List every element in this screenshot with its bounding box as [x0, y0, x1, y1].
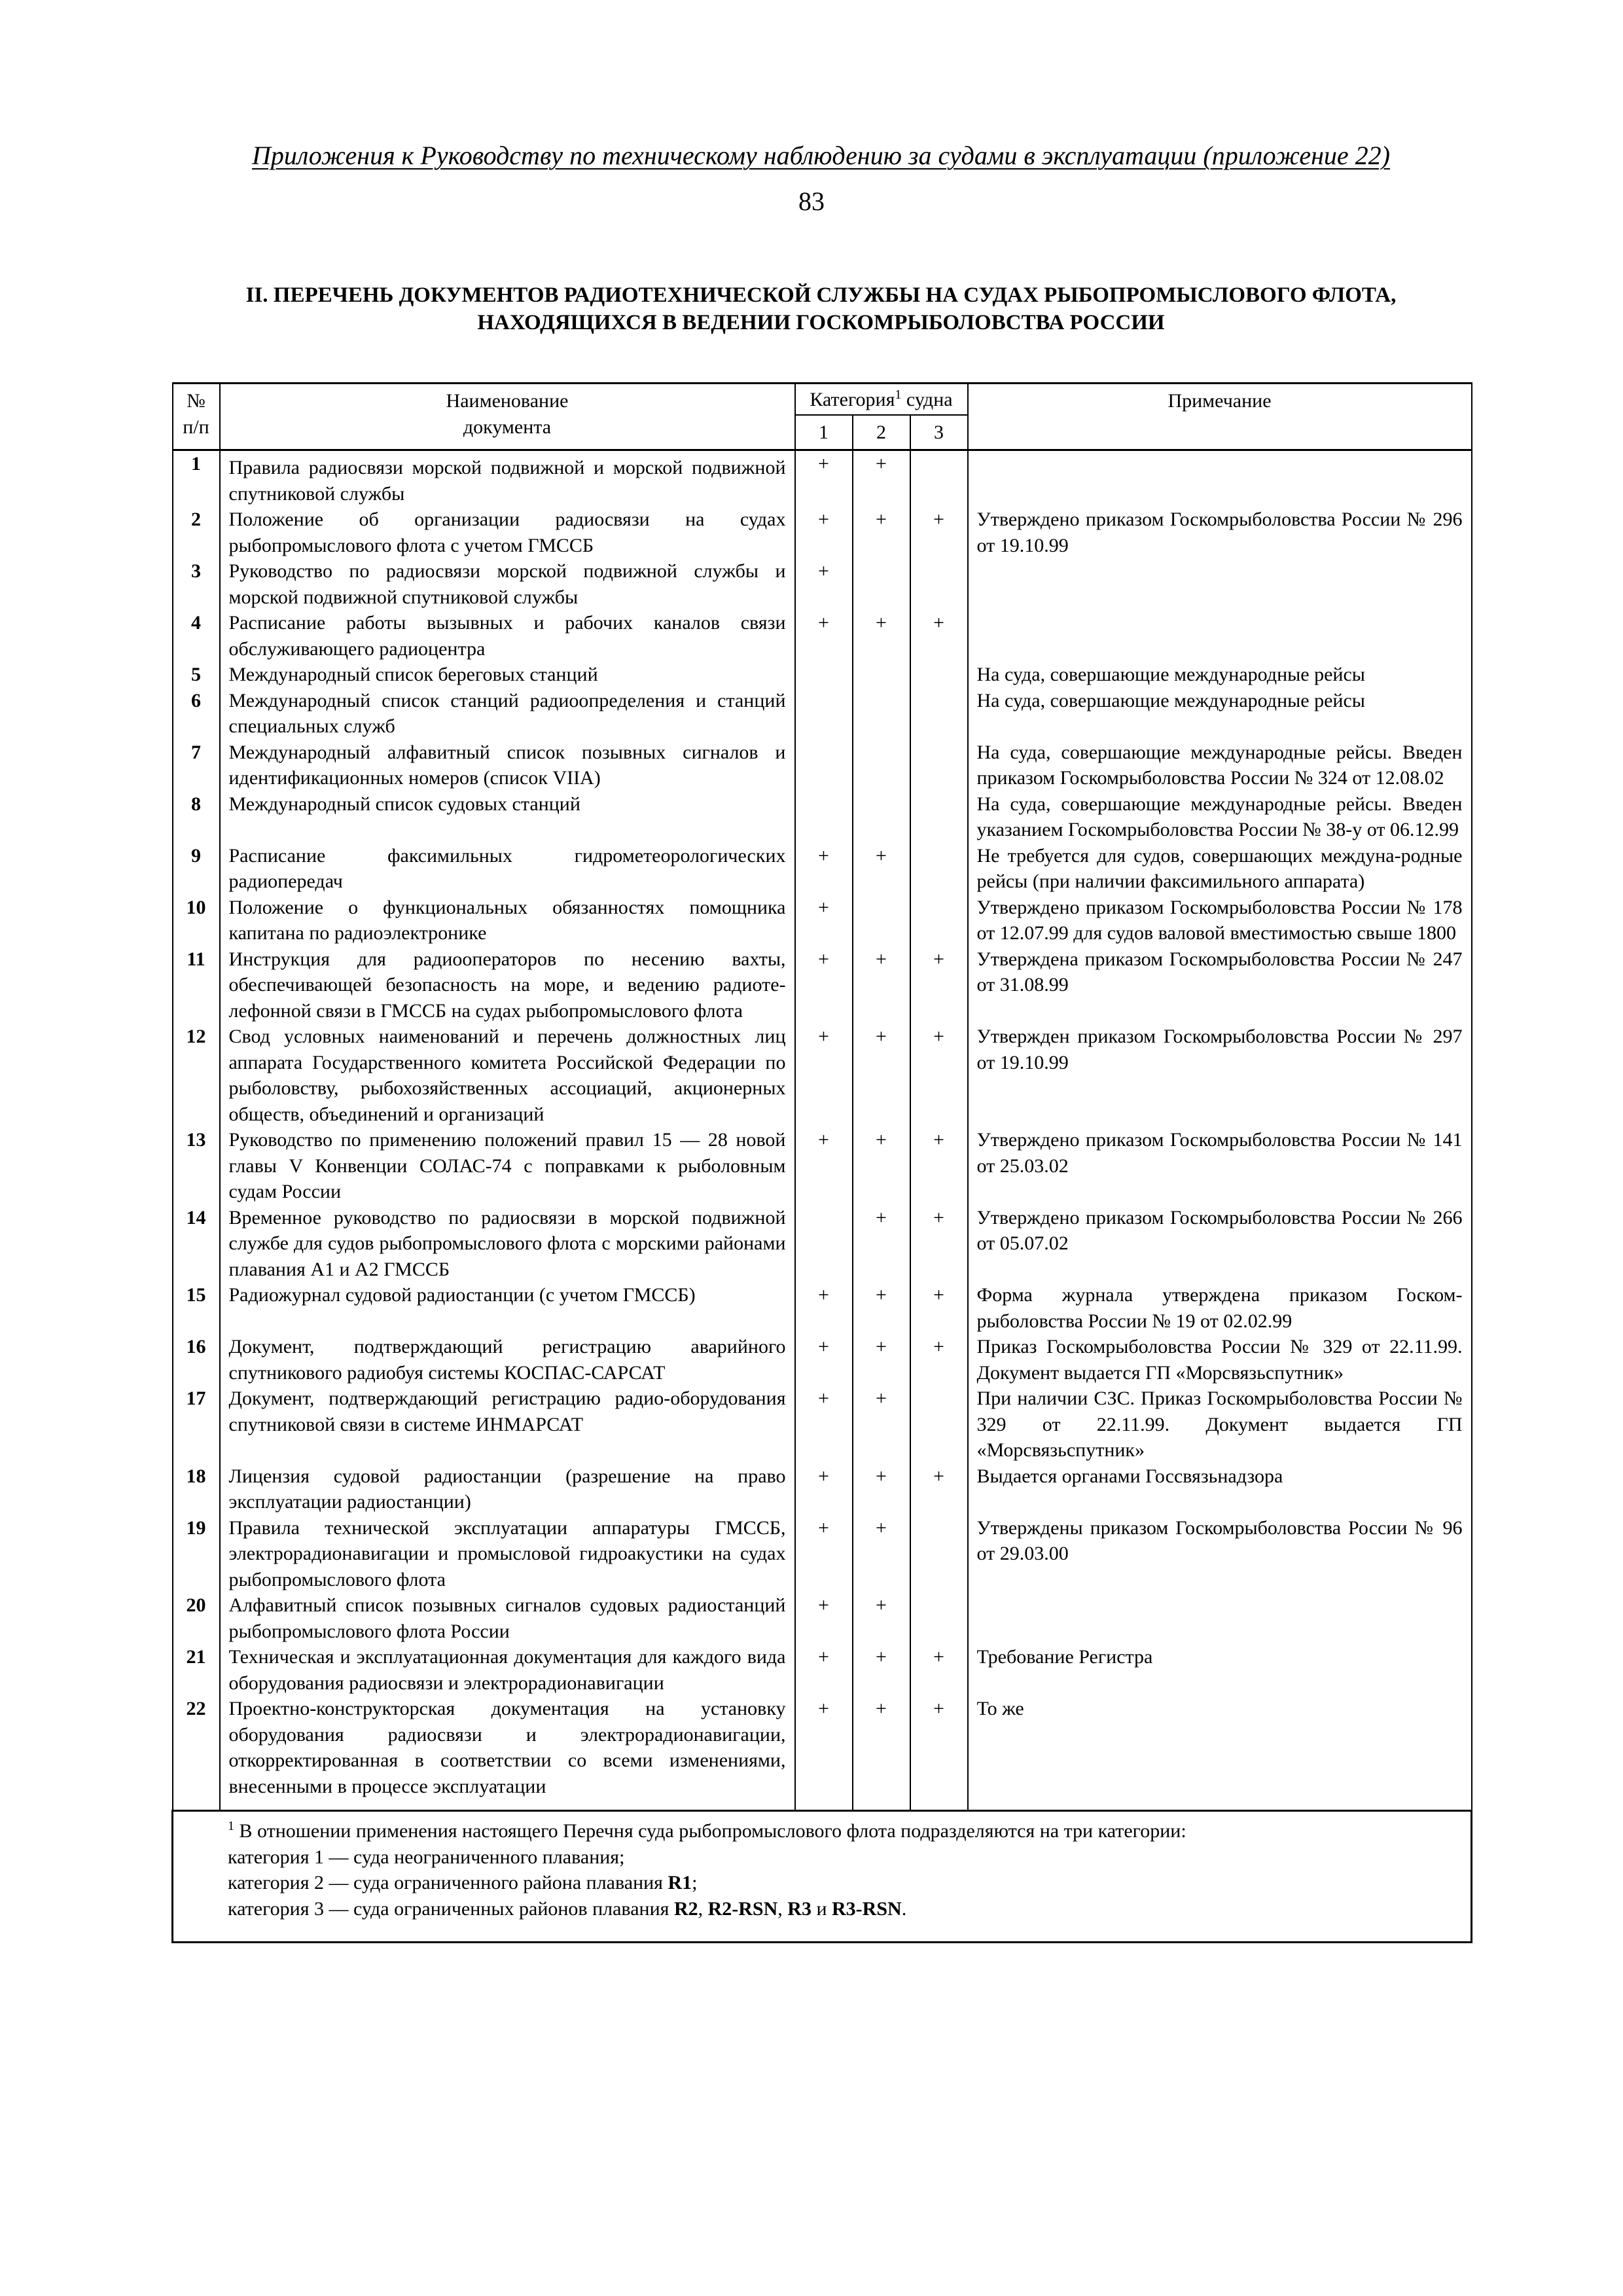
row-category-2-mark: + [853, 450, 910, 507]
row-number: 17 [173, 1386, 220, 1463]
table-row [173, 558, 1472, 610]
row-number: 21 [173, 1644, 220, 1696]
row-note: Утверждено приказом Госкомрыболовства России № 178 от 12.07.99 для судов валовой вместимостью свыше 1800 [968, 895, 1472, 946]
row-category-3-mark: + [910, 507, 968, 558]
table-row [173, 1386, 1472, 1463]
table-row [173, 1205, 1472, 1283]
row-category-1-mark: + [795, 450, 853, 507]
footnote-row [173, 1811, 1472, 1943]
row-category-2-mark: + [853, 1696, 910, 1811]
row-category-2-mark: + [853, 1386, 910, 1463]
row-category-2-mark [853, 688, 910, 740]
row-note: Выдается органами Госсвязьнадзора [968, 1463, 1472, 1515]
footnote-line-3: категория 3 — суда ограниченных районов плавания R2, R2-RSN, R3 и R3-RSN. [228, 1897, 907, 1920]
row-category-1-mark: + [795, 1282, 853, 1334]
table-row [173, 1696, 1472, 1811]
row-number: 10 [173, 895, 220, 946]
row-category-1-mark: + [795, 507, 853, 558]
row-category-2-mark: + [853, 610, 910, 662]
row-category-2-mark: + [853, 1515, 910, 1593]
row-category-1-mark: + [795, 1463, 853, 1515]
row-number: 15 [173, 1282, 220, 1334]
row-note: Утвержден приказом Госкомрыболовства России № 297 от 19.10.99 [968, 1024, 1472, 1127]
row-category-1-mark: + [795, 1644, 853, 1696]
row-note [968, 558, 1472, 610]
page-number: 83 [798, 187, 825, 216]
row-note: Форма журнала утверждена приказом Госком-рыболовства России № 19 от 02.02.99 [968, 1282, 1472, 1334]
table-row [173, 843, 1472, 895]
row-number: 8 [173, 791, 220, 843]
table-row [173, 662, 1472, 688]
documents-table [171, 382, 1472, 1943]
row-category-3-mark [910, 662, 968, 688]
table-row [173, 1127, 1472, 1205]
table-row [173, 1463, 1472, 1515]
table-row [173, 1024, 1472, 1127]
table-row [173, 1282, 1472, 1334]
row-number: 5 [173, 662, 220, 688]
row-category-1-mark [795, 662, 853, 688]
row-note: Утверждено приказом Госкомрыболовства России № 141 от 25.03.02 [968, 1127, 1472, 1205]
row-category-3-mark [910, 450, 968, 507]
row-document-name: Международный список станций радиоопределения и станций специальных служб [220, 688, 795, 740]
table-body [173, 450, 1472, 1811]
row-category-1-mark: + [795, 843, 853, 895]
row-category-1-mark: + [795, 1515, 853, 1593]
row-document-name: Лицензия судовой радиостанции (разрешение на право эксплуатации радиостанции) [220, 1463, 795, 1515]
row-category-2-mark: + [853, 1282, 910, 1334]
section-title-line-1: II. ПЕРЕЧЕНЬ ДОКУМЕНТОВ РАДИОТЕХНИЧЕСКОЙ СЛУЖБЫ НА СУДАХ РЫБОПРОМЫСЛОВОГО ФЛОТА, [245, 283, 1397, 307]
row-number: 19 [173, 1515, 220, 1593]
row-category-2-mark: + [853, 1127, 910, 1205]
row-document-name: Руководство по применению положений правил 15 — 28 новой главы V Конвенции СОЛАС-74 с поправками к рыболовным судам России [220, 1127, 795, 1205]
row-category-2-mark: + [853, 1205, 910, 1283]
footnote [173, 1811, 1472, 1943]
row-category-2-mark: + [853, 1644, 910, 1696]
table-row [173, 740, 1472, 791]
row-category-3-mark: + [910, 1644, 968, 1696]
row-category-3-mark: + [910, 1463, 968, 1515]
footnote-lead: $^1$ В отношении применения настоящего Перечня суда рыбопромыслового флота подразделяются на три категории: [228, 1819, 1186, 1842]
row-number: 4 [173, 610, 220, 662]
table-row [173, 450, 1472, 507]
row-number: 20 [173, 1592, 220, 1644]
table-row [173, 1515, 1472, 1593]
row-number: 2 [173, 507, 220, 558]
row-number: 7 [173, 740, 220, 791]
row-category-3-mark: + [910, 946, 968, 1024]
row-number: 14 [173, 1205, 220, 1283]
row-category-2-mark: + [853, 1024, 910, 1127]
table-row [173, 946, 1472, 1024]
table-row [173, 895, 1472, 946]
row-note: На суда, совершающие международные рейсы. Введен указанием Госкомрыболовства России № 38-у от 06.12.99 [968, 791, 1472, 843]
row-document-name: Инструкция для радиооператоров по несению вахты, обеспечивающей безопасность на море, и ведению радиоте-лефонной связи в ГМССБ на судах рыбопромыслового флота [220, 946, 795, 1024]
row-category-1-mark: + [795, 558, 853, 610]
row-category-1-mark: + [795, 1386, 853, 1463]
header-category-1: 1 [795, 415, 853, 450]
row-category-1-mark: + [795, 946, 853, 1024]
row-category-3-mark: + [910, 1205, 968, 1283]
row-document-name: Радиожурнал судовой радиостанции (с учетом ГМССБ) [220, 1282, 795, 1334]
row-number: 1 [173, 450, 220, 507]
row-category-3-mark [910, 1386, 968, 1463]
section-title-line-2: НАХОДЯЩИХСЯ В ВЕДЕНИИ ГОСКОМРЫБОЛОВСТВА РОССИИ [477, 311, 1165, 334]
row-note: Требование Регистра [968, 1644, 1472, 1696]
header-number: № п/п [173, 384, 220, 450]
row-category-3-mark [910, 558, 968, 610]
section-title [171, 281, 1471, 336]
row-note: Утверждены приказом Госкомрыболовства России № 96 от 29.03.00 [968, 1515, 1472, 1593]
row-note: Утверждена приказом Госкомрыболовства России № 247 от 31.08.99 [968, 946, 1472, 1024]
row-category-1-mark [795, 740, 853, 791]
row-number: 22 [173, 1696, 220, 1811]
row-category-1-mark: + [795, 895, 853, 946]
table-row [173, 688, 1472, 740]
row-category-3-mark [910, 895, 968, 946]
row-note: Утверждено приказом Госкомрыболовства России № 266 от 05.07.02 [968, 1205, 1472, 1283]
row-document-name: Международный алфавитный список позывных сигналов и идентификационных номеров (список VIIA) [220, 740, 795, 791]
row-document-name: Положение об организации радиосвязи на судах рыбопромыслового флота с учетом ГМССБ [220, 507, 795, 558]
table-row [173, 1592, 1472, 1644]
table-row [173, 610, 1472, 662]
row-number: 3 [173, 558, 220, 610]
row-category-3-mark: + [910, 1696, 968, 1811]
row-document-name: Правила радиосвязи морской подвижной и морской подвижной спутниковой службы [220, 450, 795, 507]
row-number: 18 [173, 1463, 220, 1515]
row-note: На суда, совершающие международные рейсы [968, 688, 1472, 740]
row-document-name: Документ, подтверждающий регистрацию аварийного спутникового радиобуя системы КОСПАС-САРСАТ [220, 1334, 795, 1386]
row-document-name: Расписание факсимильных гидрометеорологических радиопередач [220, 843, 795, 895]
header-document-name: Наименование документа [220, 384, 795, 450]
row-document-name: Документ, подтверждающий регистрацию радио-оборудования спутниковой связи в системе ИНМАРСАТ [220, 1386, 795, 1463]
row-note [968, 1592, 1472, 1644]
row-document-name: Алфавитный список позывных сигналов судовых радиостанций рыбопромыслового флота России [220, 1592, 795, 1644]
row-category-2-mark: + [853, 1463, 910, 1515]
row-category-2-mark [853, 662, 910, 688]
row-note: На суда, совершающие международные рейсы [968, 662, 1472, 688]
row-document-name: Руководство по радиосвязи морской подвижной службы и морской подвижной спутниковой службы [220, 558, 795, 610]
row-category-3-mark [910, 688, 968, 740]
row-note [968, 610, 1472, 662]
row-number: 9 [173, 843, 220, 895]
table-row [173, 1334, 1472, 1386]
row-category-3-mark [910, 791, 968, 843]
row-category-1-mark [795, 791, 853, 843]
header-category-2: 2 [853, 415, 910, 450]
table-row [173, 1644, 1472, 1696]
row-document-name: Проектно-конструкторская документация на установку оборудования радиосвязи и электрорадионавигации, откорректированная в соответствии со всеми изменениями, внесенными в процессе эксплуатации [220, 1696, 795, 1811]
row-note: Утверждено приказом Госкомрыболовства России № 296 от 19.10.99 [968, 507, 1472, 558]
row-category-1-mark: + [795, 1696, 853, 1811]
row-category-1-mark: + [795, 1334, 853, 1386]
row-category-3-mark [910, 843, 968, 895]
row-category-2-mark: + [853, 507, 910, 558]
row-note: Не требуется для судов, совершающих междуна-родные рейсы (при наличии факсимильного аппарата) [968, 843, 1472, 895]
row-category-3-mark: + [910, 1282, 968, 1334]
running-title: Приложения к Руководству по техническому наблюдению за судами в эксплуатации (приложение 22) [251, 141, 1390, 170]
row-category-3-mark: + [910, 1127, 968, 1205]
row-category-1-mark: + [795, 610, 853, 662]
row-category-1-mark: + [795, 1127, 853, 1205]
row-document-name: Международный список судовых станций [220, 791, 795, 843]
row-document-name: Правила технической эксплуатации аппаратуры ГМССБ, электрорадионавигации и промысловой гидроакустики на судах рыбопромыслового флота [220, 1515, 795, 1593]
header-ship-category: Категория$^1$ судна [795, 384, 968, 415]
row-category-2-mark [853, 740, 910, 791]
row-number: 11 [173, 946, 220, 1024]
row-document-name: Положение о функциональных обязанностях помощника капитана по радиоэлектронике [220, 895, 795, 946]
row-category-2-mark [853, 791, 910, 843]
row-document-name: Временное руководство по радиосвязи в морской подвижной службе для судов рыбопромыслового флота с морскими районами плавания А1 и А2 ГМССБ [220, 1205, 795, 1283]
row-note [968, 450, 1472, 507]
row-category-2-mark: + [853, 946, 910, 1024]
row-category-3-mark [910, 740, 968, 791]
row-category-2-mark: + [853, 843, 910, 895]
row-category-2-mark: + [853, 1592, 910, 1644]
footnote-line-2: категория 2 — суда ограниченного района плавания R1; [228, 1872, 698, 1893]
row-category-1-mark [795, 688, 853, 740]
row-category-2-mark: + [853, 1334, 910, 1386]
row-note: На суда, совершающие международные рейсы. Введен приказом Госкомрыболовства России № 324 от 12.08.02 [968, 740, 1472, 791]
footnote-line-1: категория 1 — суда неограниченного плавания; [228, 1846, 625, 1868]
row-number: 16 [173, 1334, 220, 1386]
row-number: 12 [173, 1024, 220, 1127]
row-category-3-mark [910, 1515, 968, 1593]
row-category-3-mark [910, 1592, 968, 1644]
row-document-name: Свод условных наименований и перечень должностных лиц аппарата Государственного комитета Российской Федерации по рыболовству, рыбохозяйственных ассоциаций, акционерных обществ, объединений и организаций [220, 1024, 795, 1127]
row-document-name: Техническая и эксплуатационная документация для каждого вида оборудования радиосвязи и электрорадионавигации [220, 1644, 795, 1696]
row-document-name: Международный список береговых станций [220, 662, 795, 688]
row-category-1-mark: + [795, 1592, 853, 1644]
row-number: 13 [173, 1127, 220, 1205]
row-note: То же [968, 1696, 1472, 1811]
row-document-name: Расписание работы вызывных и рабочих каналов связи обслуживающего радиоцентра [220, 610, 795, 662]
row-category-3-mark: + [910, 1334, 968, 1386]
header-category-3: 3 [910, 415, 968, 450]
row-category-2-mark [853, 895, 910, 946]
row-category-3-mark: + [910, 1024, 968, 1127]
row-number: 6 [173, 688, 220, 740]
row-note: При наличии СЗС. Приказ Госкомрыболовства России № 329 от 22.11.99. Документ выдается ГП «Морсвязьспутник» [968, 1386, 1472, 1463]
table-header-row [173, 384, 1472, 415]
row-note: Приказ Госкомрыболовства России № 329 от 22.11.99. Документ выдается ГП «Морсвязьспутник» [968, 1334, 1472, 1386]
row-category-1-mark: + [795, 1024, 853, 1127]
header-note: Примечание [968, 384, 1472, 450]
table-row [173, 507, 1472, 558]
row-category-1-mark [795, 1205, 853, 1283]
row-category-2-mark [853, 558, 910, 610]
row-category-3-mark: + [910, 610, 968, 662]
table-row [173, 791, 1472, 843]
